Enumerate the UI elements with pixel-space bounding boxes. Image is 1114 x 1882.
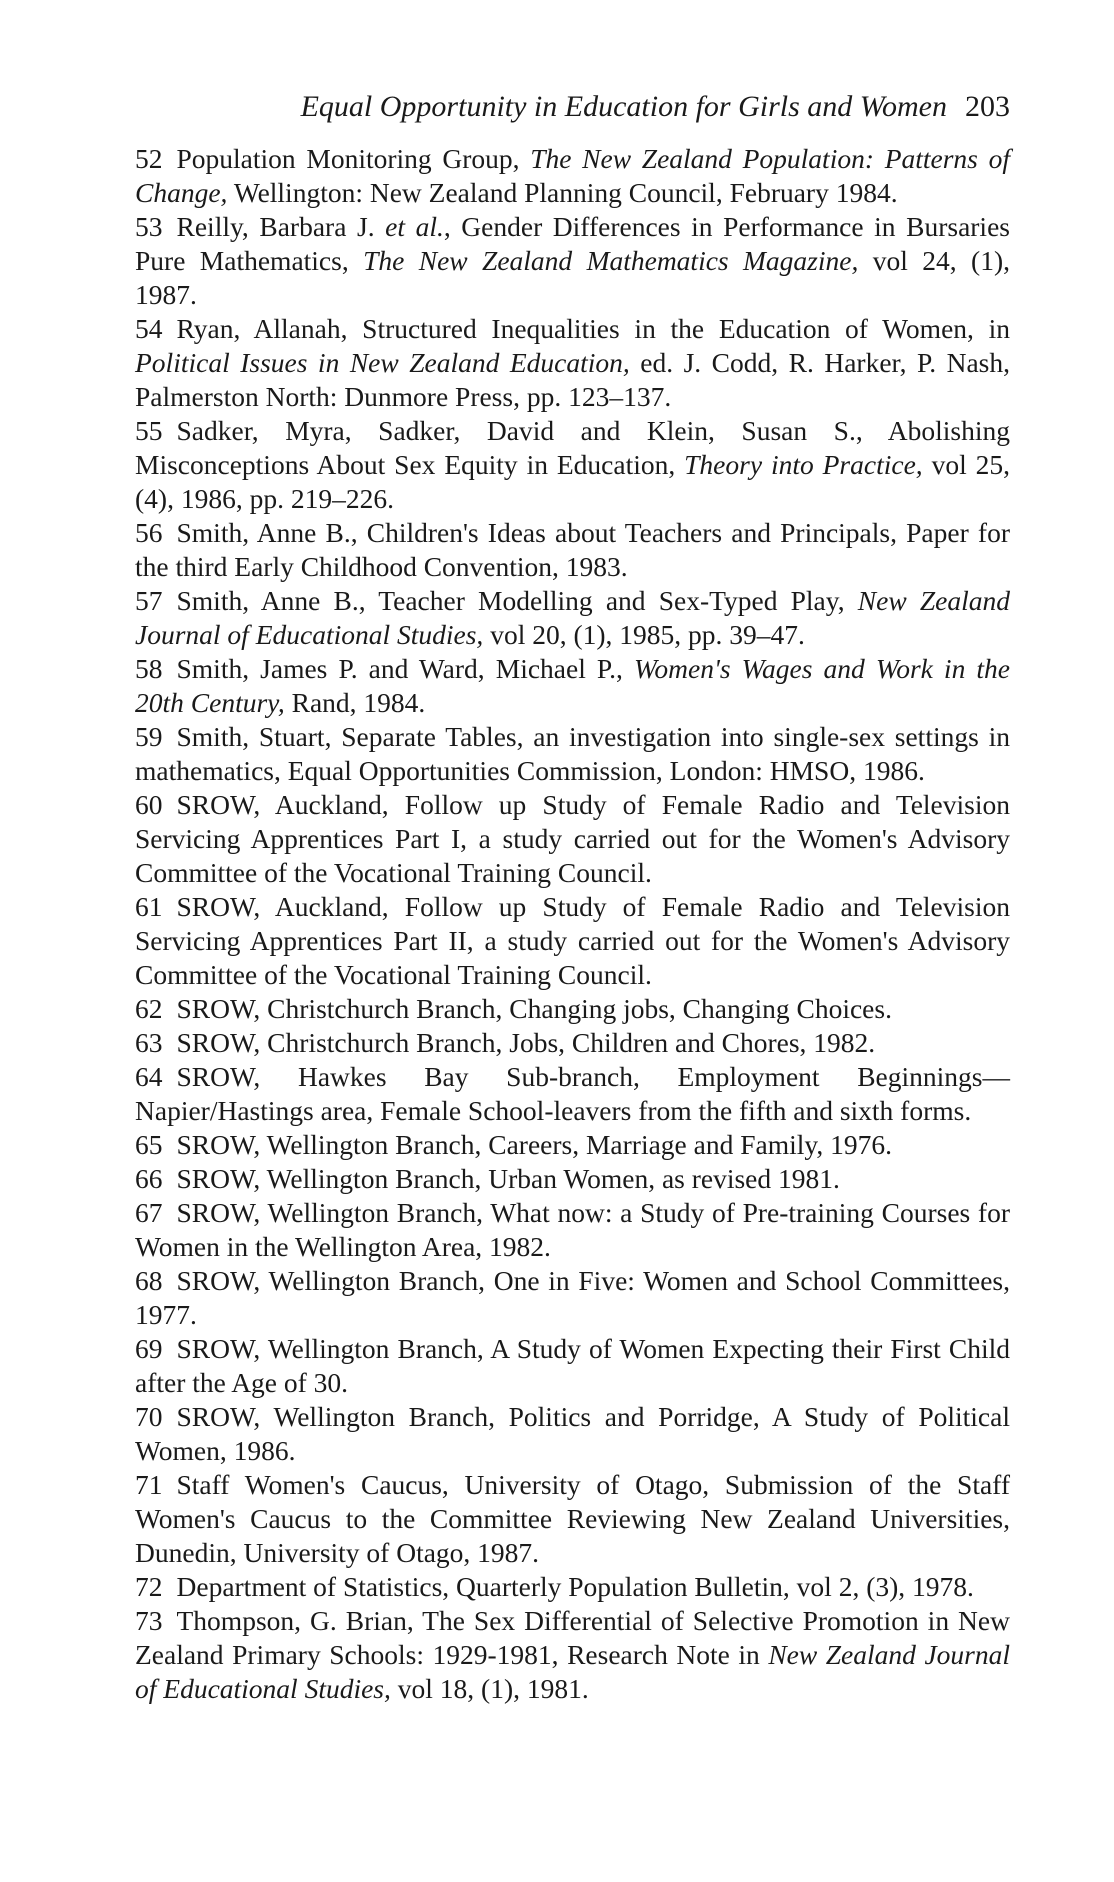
- reference-italic-title: The New Zealand Mathematics Magazine,: [363, 245, 859, 276]
- reference-text: Ryan, Allanah, Structured Inequalities in the Education of Women, in: [176, 313, 1010, 344]
- reference-list: [135, 142, 1010, 1706]
- reference-text: Wellington: New Zealand Planning Council, February 1984.: [227, 177, 898, 208]
- reference-text: Staff Women's Caucus, University of Otago, Submission of the Staff Women's Caucus to the Committee Reviewing New Zealand Universities, Dunedin, University of Otago, 1987.: [135, 1469, 1010, 1568]
- reference-entry: [135, 992, 1010, 1026]
- reference-text: SROW, Wellington Branch, What now: a Study of Pre-training Courses for Women in the Wellington Area, 1982.: [135, 1197, 1010, 1262]
- reference-entry: [135, 210, 1010, 312]
- reference-entry: [135, 1128, 1010, 1162]
- reference-number: 71: [135, 1469, 163, 1500]
- reference-text: SROW, Wellington Branch, A Study of Women Expecting their First Child after the Age of 30.: [135, 1333, 1010, 1398]
- reference-text: SROW, Wellington Branch, Urban Women, as revised 1981.: [176, 1163, 840, 1194]
- reference-number: 56: [135, 517, 163, 548]
- reference-entry: [135, 1604, 1010, 1706]
- reference-text: Rand, 1984.: [284, 687, 426, 718]
- reference-entry: [135, 414, 1010, 516]
- reference-text: Smith, James P. and Ward, Michael P.,: [176, 653, 635, 684]
- reference-text: Department of Statistics, Quarterly Population Bulletin, vol 2, (3), 1978.: [176, 1571, 974, 1602]
- reference-entry: [135, 1468, 1010, 1570]
- reference-italic-title: New Zealand Journal of Educational Studies,: [135, 585, 1010, 650]
- reference-text: Thompson, G. Brian, The Sex Differential of Selective Promotion in New Zealand Primary Schools: 1929-1981, Research Note in: [135, 1605, 1010, 1670]
- reference-number: 68: [135, 1265, 163, 1296]
- running-header: [135, 90, 1010, 124]
- reference-entry: [135, 142, 1010, 210]
- reference-number: 61: [135, 891, 163, 922]
- reference-entry: [135, 312, 1010, 414]
- reference-text: ed. J. Codd, R. Harker, P. Nash, Palmerston North: Dunmore Press, pp. 123–137.: [135, 347, 1010, 412]
- reference-italic-title: Women's Wages and Work in the 20th Century,: [135, 653, 1011, 718]
- reference-italic-title: Political Issues in New Zealand Education,: [135, 347, 630, 378]
- reference-number: 55: [135, 415, 163, 446]
- reference-italic-title: Theory into Practice,: [684, 449, 923, 480]
- reference-number: 64: [135, 1061, 163, 1092]
- reference-number: 60: [135, 789, 163, 820]
- reference-number: 54: [135, 313, 163, 344]
- reference-text: Smith, Anne B., Teacher Modelling and Sex-Typed Play,: [176, 585, 858, 616]
- reference-entry: [135, 1332, 1010, 1400]
- reference-number: 58: [135, 653, 163, 684]
- reference-number: 70: [135, 1401, 163, 1432]
- reference-number: 52: [135, 143, 163, 174]
- reference-number: 53: [135, 211, 163, 242]
- reference-text: Smith, Stuart, Separate Tables, an investigation into single-sex settings in mathematics, Equal Opportunities Commission, London: HMSO, 1986.: [135, 721, 1010, 786]
- reference-text: , Gender Differences in Performance in Bursaries Pure Mathematics,: [135, 211, 1010, 276]
- reference-entry: [135, 584, 1010, 652]
- running-title: Equal Opportunity in Education for Girls and Women: [300, 90, 947, 123]
- reference-text: SROW, Wellington Branch, Politics and Porridge, A Study of Political Women, 1986.: [135, 1401, 1010, 1466]
- reference-text: vol 24, (1), 1987.: [135, 245, 1010, 310]
- reference-italic-title: et al.: [385, 211, 444, 242]
- reference-entry: [135, 788, 1010, 890]
- reference-text: Reilly, Barbara J.: [176, 211, 386, 242]
- reference-entry: [135, 516, 1010, 584]
- reference-text: SROW, Auckland, Follow up Study of Female Radio and Television Servicing Apprentices Part I, a study carried out for the Women's Advisory Committee of the Vocational Training Council.: [135, 789, 1010, 888]
- book-page: [135, 90, 1010, 1706]
- reference-text: SROW, Wellington Branch, One in Five: Women and School Committees, 1977.: [135, 1265, 1010, 1330]
- reference-entry: [135, 1570, 1010, 1604]
- reference-text: vol 18, (1), 1981.: [390, 1673, 589, 1704]
- reference-text: SROW, Christchurch Branch, Jobs, Children and Chores, 1982.: [176, 1027, 876, 1058]
- reference-entry: [135, 1400, 1010, 1468]
- reference-italic-title: New Zealand Journal of Educational Studies,: [135, 1639, 1010, 1704]
- reference-text: Smith, Anne B., Children's Ideas about Teachers and Principals, Paper for the third Early Childhood Convention, 1983.: [135, 517, 1010, 582]
- reference-entry: [135, 1060, 1010, 1128]
- reference-entry: [135, 1264, 1010, 1332]
- reference-text: SROW, Christchurch Branch, Changing jobs, Changing Choices.: [176, 993, 892, 1024]
- reference-number: 72: [135, 1571, 163, 1602]
- reference-text: SROW, Hawkes Bay Sub-branch, Employment Beginnings—Napier/Hastings area, Female School-leavers from the fifth and sixth forms.: [135, 1061, 1010, 1126]
- reference-number: 63: [135, 1027, 163, 1058]
- reference-entry: [135, 1026, 1010, 1060]
- reference-text: vol 25, (4), 1986, pp. 219–226.: [135, 449, 1010, 514]
- reference-number: 57: [135, 585, 163, 616]
- page-number: 203: [965, 90, 1010, 123]
- reference-number: 66: [135, 1163, 163, 1194]
- reference-number: 69: [135, 1333, 163, 1364]
- reference-text: vol 20, (1), 1985, pp. 39–47.: [483, 619, 805, 650]
- reference-text: SROW, Auckland, Follow up Study of Female Radio and Television Servicing Apprentices Part II, a study carried out for the Women's Advisory Committee of the Vocational Training Council.: [135, 891, 1010, 990]
- reference-text: SROW, Wellington Branch, Careers, Marriage and Family, 1976.: [176, 1129, 892, 1160]
- reference-entry: [135, 890, 1010, 992]
- reference-entry: [135, 652, 1010, 720]
- reference-number: 59: [135, 721, 163, 752]
- reference-entry: [135, 1162, 1010, 1196]
- reference-number: 73: [135, 1605, 163, 1636]
- reference-entry: [135, 1196, 1010, 1264]
- reference-number: 65: [135, 1129, 163, 1160]
- reference-text: Population Monitoring Group,: [176, 143, 531, 174]
- reference-italic-title: The New Zealand Population: Patterns of Change,: [135, 143, 1010, 208]
- reference-number: 67: [135, 1197, 163, 1228]
- reference-text: Sadker, Myra, Sadker, David and Klein, Susan S., Abolishing Misconceptions About Sex Equity in Education,: [135, 415, 1010, 480]
- reference-number: 62: [135, 993, 163, 1024]
- reference-entry: [135, 720, 1010, 788]
